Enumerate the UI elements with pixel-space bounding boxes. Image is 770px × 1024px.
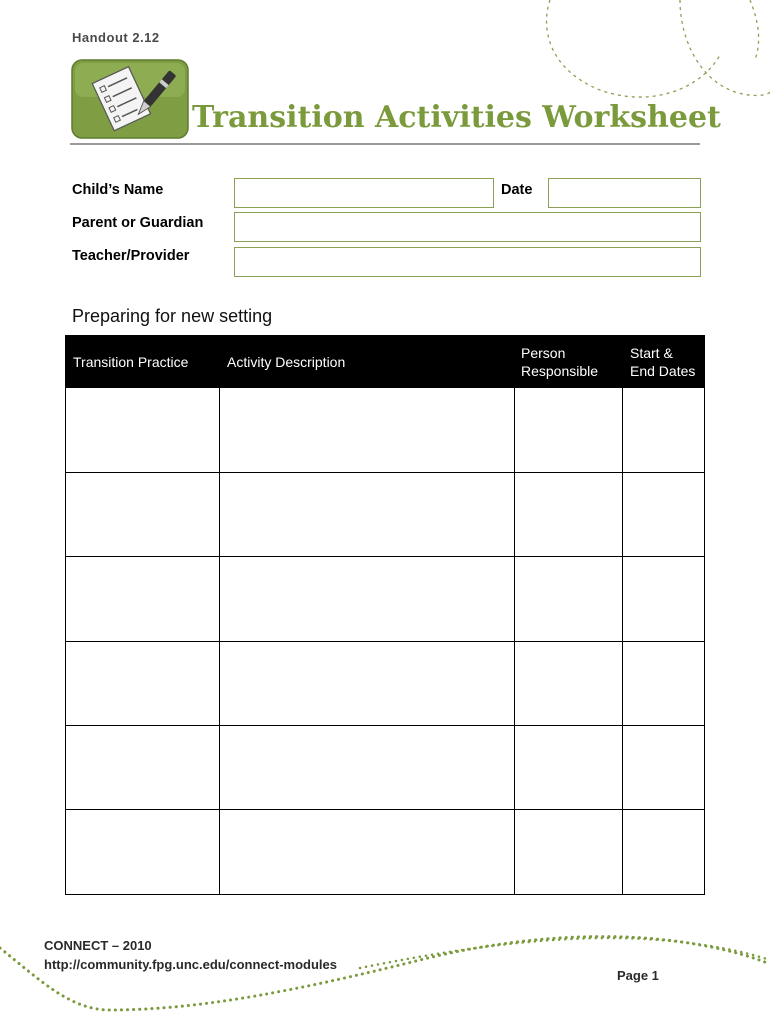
teacher-provider-field[interactable]: [234, 247, 701, 277]
page-number: Page 1: [617, 968, 659, 983]
title-divider: [70, 143, 700, 145]
table-row-6-person-responsible[interactable]: [515, 810, 622, 894]
decorative-circles: [530, 0, 770, 110]
column-header-person-responsible: Person Responsible: [521, 345, 599, 379]
table-row-6-transition-practice[interactable]: [66, 810, 219, 894]
table-row-3-activity-description[interactable]: [220, 557, 514, 641]
page-title: Transition Activities Worksheet: [192, 100, 721, 135]
table-row-1-start-end-dates[interactable]: [623, 388, 704, 472]
date-field[interactable]: [548, 178, 701, 208]
table-header: [66, 336, 704, 388]
footer-url-link[interactable]: http://community.fpg.unc.edu/connect-modules: [44, 957, 337, 972]
table-row-2-transition-practice[interactable]: [66, 473, 219, 556]
table-row-5-person-responsible[interactable]: [515, 726, 622, 809]
table-row-1-activity-description[interactable]: [220, 388, 514, 472]
child-name-label: Child’s Name: [72, 182, 164, 198]
table-row-4-person-responsible[interactable]: [515, 642, 622, 725]
parent-guardian-label: Parent or Guardian: [72, 215, 204, 231]
parent-guardian-field[interactable]: [234, 212, 701, 242]
table-row-6-start-end-dates[interactable]: [623, 810, 704, 894]
table-row-6-activity-description[interactable]: [220, 810, 514, 894]
column-header-start-end-dates: Start & End Dates: [630, 345, 696, 379]
table-row-2-activity-description[interactable]: [220, 473, 514, 556]
table-row-1-person-responsible[interactable]: [515, 388, 622, 472]
date-label: Date: [501, 182, 533, 198]
handout-number: Handout 2.12: [72, 30, 160, 45]
table-row-3-person-responsible[interactable]: [515, 557, 622, 641]
child-name-field[interactable]: [234, 178, 494, 208]
table-row-3-transition-practice[interactable]: [66, 557, 219, 641]
footer-organization: CONNECT – 2010: [44, 938, 152, 953]
column-header-transition-practice: Transition Practice: [73, 354, 189, 370]
table-row-2-person-responsible[interactable]: [515, 473, 622, 556]
table-row-4-activity-description[interactable]: [220, 642, 514, 725]
table-row-3-start-end-dates[interactable]: [623, 557, 704, 641]
table-row-5-activity-description[interactable]: [220, 726, 514, 809]
table-row-4-transition-practice[interactable]: [66, 642, 219, 725]
column-header-activity-description: Activity Description: [227, 354, 346, 370]
table-row-5-transition-practice[interactable]: [66, 726, 219, 809]
table-row-1-transition-practice[interactable]: [66, 388, 219, 472]
activities-table: [65, 335, 705, 895]
section-heading: Preparing for new setting: [72, 306, 273, 326]
worksheet-pen-icon: [71, 59, 189, 139]
teacher-provider-label: Teacher/Provider: [72, 248, 190, 264]
table-row-4-start-end-dates[interactable]: [623, 642, 704, 725]
table-row-2-start-end-dates[interactable]: [623, 473, 704, 556]
table-row-5-start-end-dates[interactable]: [623, 726, 704, 809]
